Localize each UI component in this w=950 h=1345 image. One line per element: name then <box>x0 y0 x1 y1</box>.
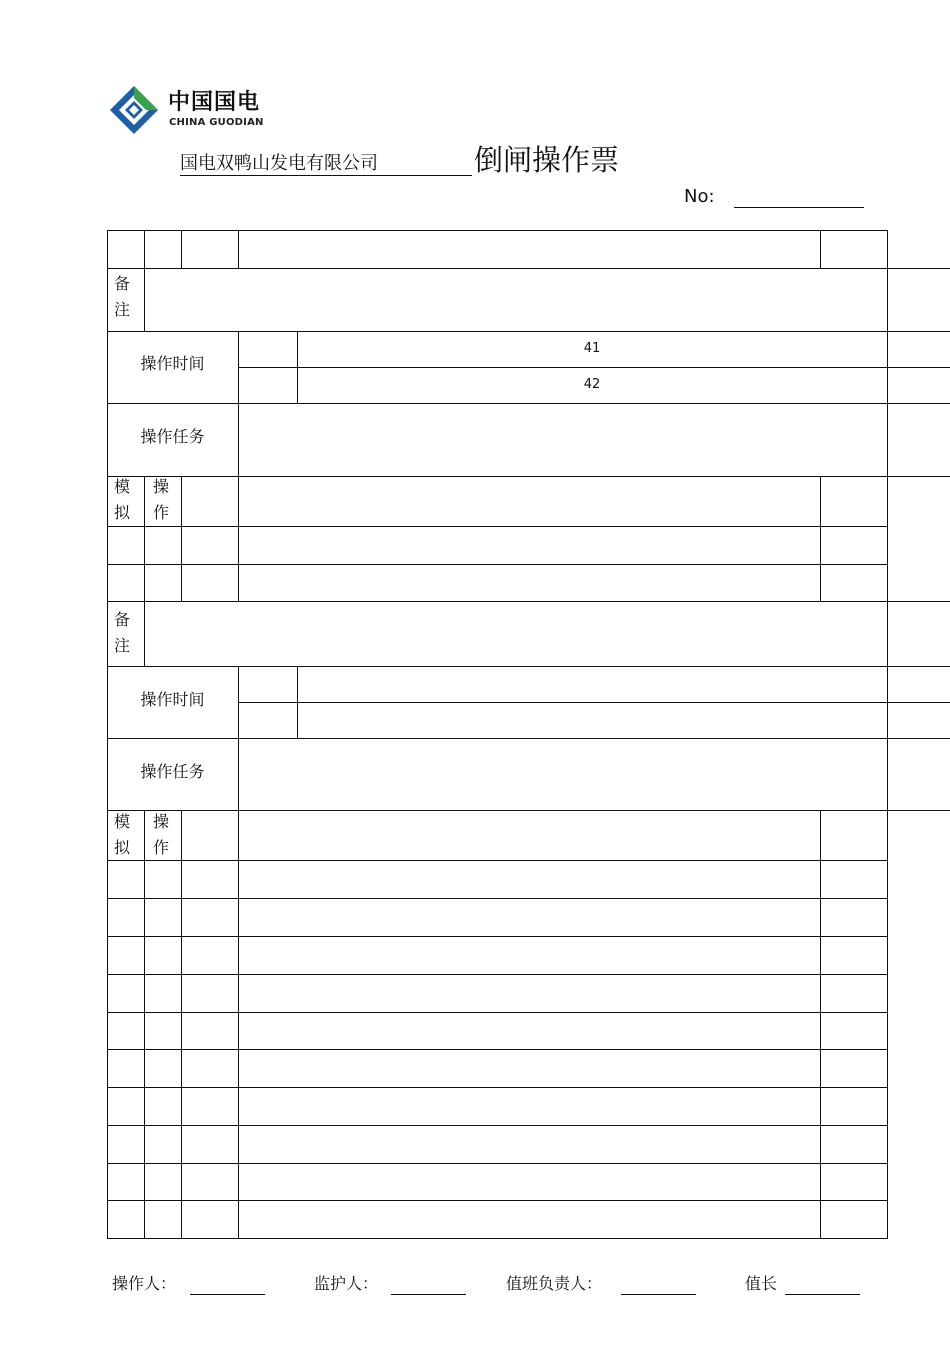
simulate-label-char-2: 拟 <box>113 838 130 857</box>
operation-task-label: 操作任务 <box>140 427 205 446</box>
chief-signature-field[interactable] <box>785 1294 860 1295</box>
company-name: 国电双鸭山发电有限公司 <box>180 153 378 174</box>
ticket-number-label: No: <box>684 186 715 207</box>
operation-time-start: 41 <box>583 341 601 356</box>
supervisor-label: 监护人： <box>314 1274 379 1293</box>
simulate-label-char-2: 拟 <box>113 503 130 522</box>
operator-signature-field[interactable] <box>190 1294 265 1295</box>
operation-time-label: 操作时间 <box>140 354 205 373</box>
chief-label: 值长 <box>745 1274 778 1293</box>
company-underline <box>180 175 472 176</box>
remark-label-char-2: 注 <box>113 300 130 319</box>
logo-english-text: CHINA GUODIAN <box>169 117 264 128</box>
remark-label-char-1: 备 <box>113 610 130 629</box>
duty-person-label: 值班负责人： <box>506 1274 603 1293</box>
remark-label-char-1: 备 <box>113 274 130 293</box>
operate-label-char-2: 作 <box>152 503 169 522</box>
simulate-label-char-1: 模 <box>113 812 130 831</box>
operate-label-char-2: 作 <box>152 838 169 857</box>
operate-label-char-1: 操 <box>152 812 169 831</box>
supervisor-signature-field[interactable] <box>391 1294 466 1295</box>
simulate-label-char-1: 模 <box>113 477 130 496</box>
operate-label-char-1: 操 <box>152 477 169 496</box>
operation-time-label: 操作时间 <box>140 690 205 709</box>
remark-label-char-2: 注 <box>113 636 130 655</box>
logo-chinese-text: 中国国电 <box>168 90 261 115</box>
operation-task-label: 操作任务 <box>140 762 205 781</box>
operator-label: 操作人： <box>112 1274 177 1293</box>
duty-person-signature-field[interactable] <box>621 1294 696 1295</box>
operation-time-end: 42 <box>583 377 601 392</box>
ticket-number-field[interactable] <box>734 207 864 208</box>
china-guodian-logo-icon <box>108 84 160 136</box>
page-title: 倒闸操作票 <box>474 143 620 177</box>
